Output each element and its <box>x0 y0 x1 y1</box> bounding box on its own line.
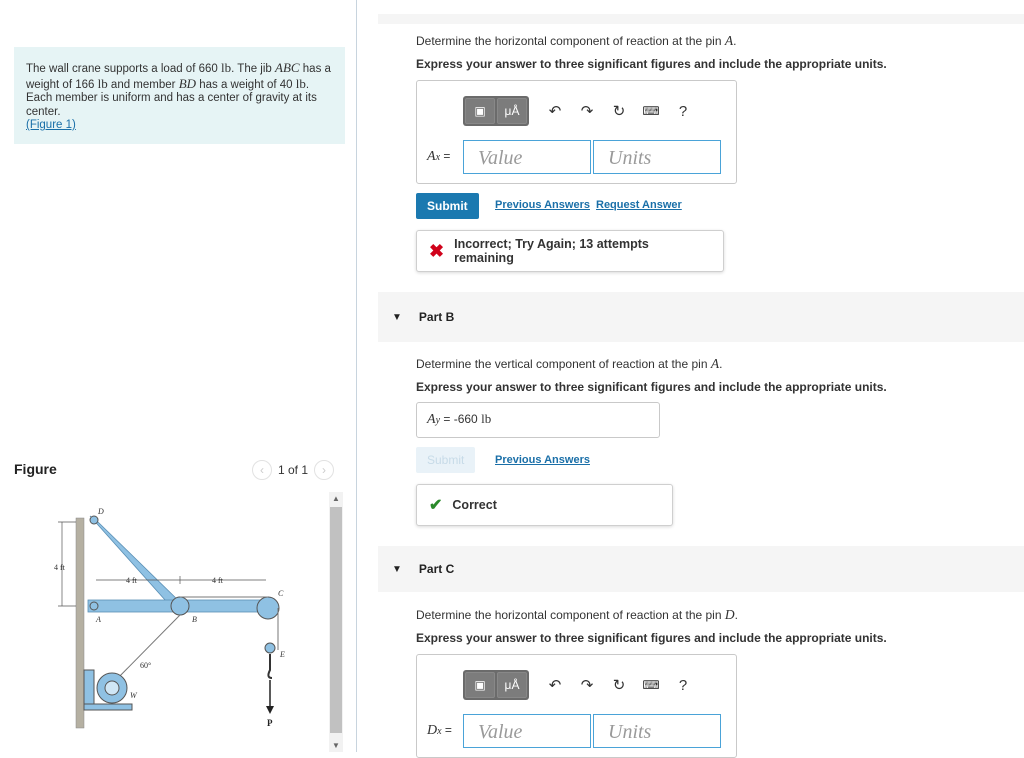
symbols-button[interactable]: μÅ <box>497 672 527 698</box>
dim-label-h2: 4 ft <box>212 576 223 585</box>
figure-link[interactable]: (Figure 1) <box>26 119 76 131</box>
toolbar-template-group <box>463 96 529 126</box>
unit: lb <box>97 75 108 91</box>
label-e: E <box>280 650 285 659</box>
figure-pager <box>252 460 334 480</box>
help-button[interactable]: ? <box>678 676 688 694</box>
math-var: A <box>724 33 734 48</box>
part-c-header[interactable] <box>378 546 1024 592</box>
label-a: A <box>96 615 101 624</box>
pulley-c <box>257 597 279 619</box>
redo-icon[interactable]: ↷ <box>580 103 594 120</box>
part-b-previous-answers-link[interactable]: Previous Answers <box>495 454 590 466</box>
question-text: . <box>733 34 737 48</box>
pin-a <box>90 602 98 610</box>
next-figure-button[interactable]: › <box>314 460 334 480</box>
part-c-title: Part C <box>418 562 455 576</box>
reset-icon[interactable]: ↻ <box>612 677 626 694</box>
figure-title: Figure <box>14 461 57 477</box>
answer-value: -660 <box>453 412 478 426</box>
question-text: Determine the vertical component of reaction at the pin <box>416 357 711 371</box>
label-var: A <box>427 149 436 164</box>
label-eq: = <box>440 412 454 426</box>
label-c: C <box>278 589 284 598</box>
question-text: . <box>734 608 738 622</box>
keyboard-icon[interactable]: ⌨ <box>642 104 660 118</box>
problem-text: has a weight of 166 <box>26 63 331 91</box>
math-var: ABC <box>275 60 300 75</box>
templates-icon[interactable]: ▣ <box>465 98 495 124</box>
scroll-thumb[interactable] <box>330 507 342 733</box>
help-button[interactable]: ? <box>678 102 688 120</box>
math-var: A <box>710 356 720 371</box>
pulley-b <box>171 597 189 615</box>
part-c-question <box>416 607 738 623</box>
part-c-instruction: Express your answer to three significant figures and include the appropriate units. <box>416 631 887 645</box>
pin-d <box>90 516 98 524</box>
label-var: A <box>427 412 436 427</box>
value-input[interactable]: Value <box>463 140 591 174</box>
left-panel <box>0 0 356 752</box>
part-c-answer-box <box>416 654 737 758</box>
label-sub: y <box>435 415 441 426</box>
label-eq: = <box>440 149 451 163</box>
winch-hub <box>105 681 119 695</box>
part-b-header[interactable] <box>378 292 1024 342</box>
math-toolbar <box>463 670 699 700</box>
problem-text: and member <box>107 78 179 91</box>
part-a-submit-button[interactable]: Submit <box>416 193 479 219</box>
math-var: D <box>724 607 735 622</box>
checkmark-icon: ✔ <box>429 497 443 514</box>
load-arrowhead <box>266 706 274 714</box>
winch-base <box>84 670 94 704</box>
request-answer-link[interactable]: Request Answer <box>596 199 682 211</box>
part-a-feedback <box>416 230 724 272</box>
collapse-triangle-icon[interactable]: ▼ <box>392 311 402 323</box>
hook <box>268 654 272 678</box>
panel-divider <box>356 0 357 752</box>
cable <box>112 615 180 684</box>
symbols-button[interactable]: μÅ <box>497 98 527 124</box>
part-a-header-bar <box>378 14 1024 24</box>
part-a-label <box>427 149 450 165</box>
feedback-text: Correct <box>452 498 497 512</box>
hook-block-e <box>265 643 275 653</box>
part-b-instruction: Express your answer to three significant figures and include the appropriate units. <box>416 380 887 394</box>
label-eq: = <box>441 723 452 737</box>
units-input[interactable]: Units <box>593 714 721 748</box>
undo-icon[interactable]: ↶ <box>548 103 562 120</box>
dim-label-h1: 4 ft <box>126 576 137 585</box>
part-a-previous-answers-link[interactable]: Previous Answers <box>495 199 590 211</box>
wall <box>76 518 84 728</box>
label-b: B <box>192 615 197 624</box>
part-a-answer-box <box>416 80 737 184</box>
label-p: P <box>267 718 273 728</box>
scroll-down-icon[interactable]: ▼ <box>332 741 340 750</box>
label-w: W <box>130 691 137 700</box>
incorrect-icon: ✖ <box>429 240 445 261</box>
question-text: Determine the horizontal component of reaction at the pin <box>416 608 725 622</box>
value-input[interactable]: Value <box>463 714 591 748</box>
part-b-answer-display <box>416 402 660 438</box>
feedback-text: Incorrect; Try Again; 13 attempts remaining <box>454 237 649 265</box>
answer-unit: lb <box>481 411 492 426</box>
question-text: . <box>719 357 723 371</box>
label-sub: x <box>435 152 441 163</box>
part-b-question <box>416 356 722 372</box>
undo-icon[interactable]: ↶ <box>548 677 562 694</box>
prev-figure-button[interactable]: ‹ <box>252 460 272 480</box>
question-text: Determine the horizontal component of reaction at the pin <box>416 34 725 48</box>
label-angle: 60° <box>140 661 152 670</box>
toolbar-template-group <box>463 670 529 700</box>
keyboard-icon[interactable]: ⌨ <box>642 678 660 692</box>
part-a-question <box>416 33 736 49</box>
problem-text: The wall crane supports a load of 660 <box>26 63 221 75</box>
label-d: D <box>98 507 104 516</box>
part-b-feedback <box>416 484 673 526</box>
math-toolbar <box>463 96 699 126</box>
figure-scrollbar[interactable] <box>329 492 343 752</box>
member-bd <box>90 516 184 610</box>
part-b-title: Part B <box>418 310 455 324</box>
problem-text: . Each member is uniform and has a center of gravity at its center. <box>26 78 317 118</box>
problem-statement <box>14 47 345 144</box>
crane-figure <box>40 500 320 750</box>
winch-mount <box>84 704 132 710</box>
figure-page-count: 1 of 1 <box>278 463 309 477</box>
problem-text: has a weight of 40 <box>196 78 296 91</box>
reset-icon[interactable]: ↻ <box>612 103 626 120</box>
part-a-instruction: Express your answer to three significant figures and include the appropriate units. <box>416 57 887 71</box>
templates-icon[interactable]: ▣ <box>465 672 495 698</box>
unit: lb <box>220 60 232 75</box>
dim-label-vertical: 4 ft <box>54 563 65 572</box>
unit: lb <box>295 75 306 91</box>
part-c-label <box>427 723 452 739</box>
problem-text: . The jib <box>231 63 276 75</box>
part-b-submit-button[interactable]: Submit <box>416 447 475 473</box>
collapse-triangle-icon[interactable]: ▼ <box>392 563 402 575</box>
units-input[interactable]: Units <box>593 140 721 174</box>
math-var: BD <box>178 75 197 91</box>
scroll-up-icon[interactable]: ▲ <box>332 494 340 503</box>
label-var: D <box>427 723 438 738</box>
redo-icon[interactable]: ↷ <box>580 677 594 694</box>
right-panel <box>378 0 1024 752</box>
label-sub: x <box>437 726 442 737</box>
